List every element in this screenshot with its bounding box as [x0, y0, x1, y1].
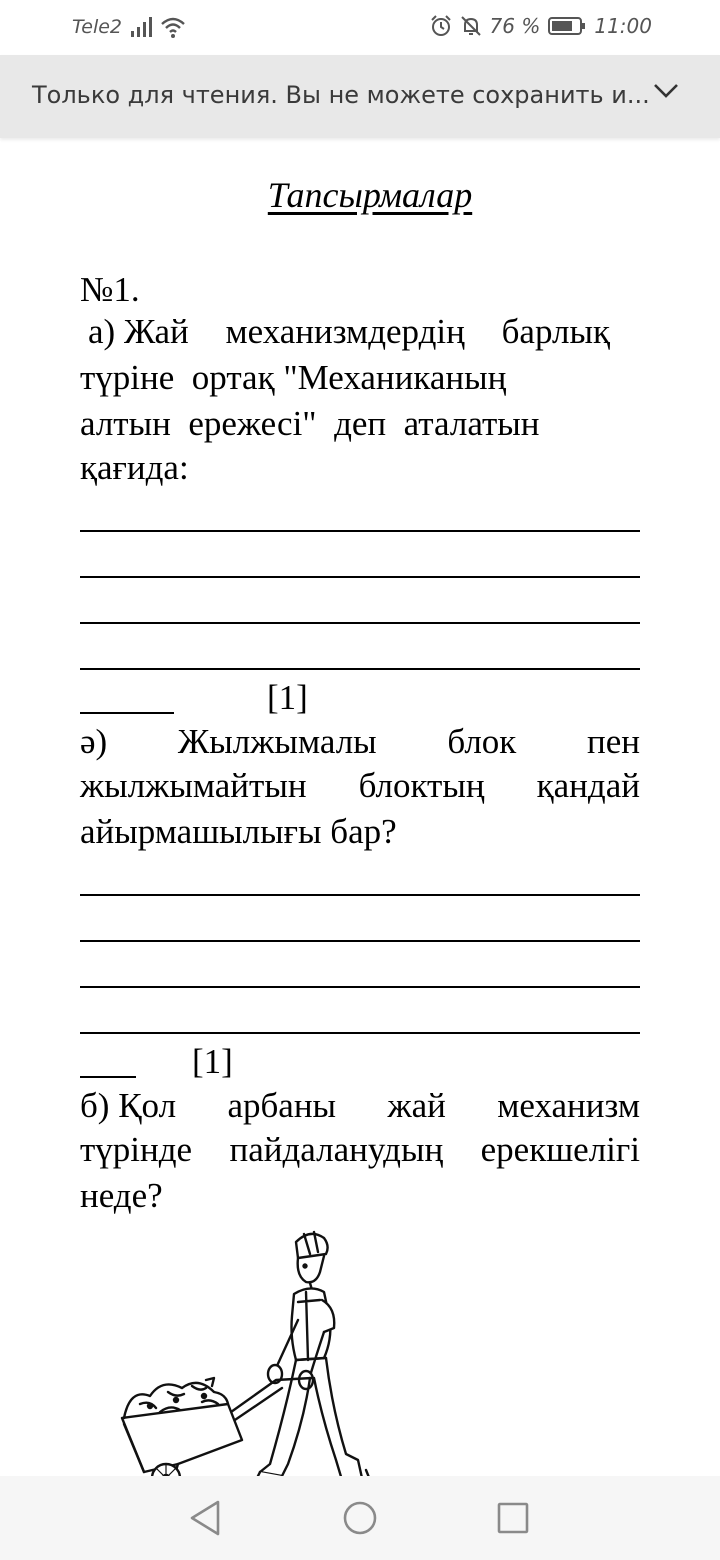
question-a-word: барлық [501, 312, 610, 351]
read-only-message: Только для чтения. Вы не можете сохранить и... [32, 81, 650, 109]
question-ae-line-1 [80, 720, 640, 764]
question-ae-line-2-words [80, 764, 640, 808]
status-bar [0, 0, 720, 55]
worker-with-wheelbarrow-illustration [110, 1228, 380, 1476]
status-right [430, 14, 652, 38]
question-b-word: түрінде [80, 1130, 193, 1169]
question-ae-word: Жылжымалы [177, 722, 377, 761]
question-a-word: а) Жай [88, 312, 189, 351]
question-b-line-2-words [80, 1128, 640, 1172]
read-only-banner[interactable] [0, 55, 720, 138]
question-b-line-1 [80, 1084, 640, 1128]
question-ae-line-2 [80, 764, 640, 808]
document-page[interactable] [0, 138, 720, 1476]
page-title: Тапсырмалар [267, 175, 473, 215]
answer-line [80, 576, 640, 578]
score-mark-ae: [1] [192, 1042, 233, 1081]
answer-line-short [80, 712, 174, 714]
score-mark-a: [1] [267, 678, 308, 717]
mute-icon [460, 15, 482, 37]
question-b-word: б) Қол [80, 1086, 177, 1125]
question-b-word: ерекшелігі [480, 1130, 640, 1169]
answer-line [80, 894, 640, 896]
question-b-word: арбаны [227, 1086, 337, 1125]
answer-line [80, 986, 640, 988]
question-a-line-1 [88, 310, 610, 354]
wifi-icon [160, 16, 186, 38]
answer-line [80, 668, 640, 670]
task-number: №1. [80, 270, 140, 309]
question-ae-word: жылжымайтын [80, 766, 307, 805]
question-ae-line-3: айырмашылығы бар? [80, 812, 397, 851]
alarm-icon [430, 15, 452, 37]
chevron-down-icon[interactable] [652, 82, 680, 100]
question-a-word: механизмдердің [225, 312, 465, 351]
question-b-word: пайдаланудың [229, 1130, 444, 1169]
question-b-word: механизм [497, 1086, 640, 1125]
answer-line-short [80, 1076, 136, 1078]
navigation-bar [0, 1476, 720, 1560]
answer-line [80, 1032, 640, 1034]
question-a-line-4: қағида: [80, 448, 189, 487]
carrier-name: Tele2 [72, 16, 123, 38]
question-ae-word: ә) [80, 722, 108, 761]
recents-icon[interactable] [496, 1498, 532, 1538]
question-ae-word: блоктың [358, 766, 485, 805]
question-b-line-3: неде? [80, 1176, 163, 1215]
clock: 11:00 [594, 14, 652, 38]
answer-line [80, 622, 640, 624]
battery-percent: 76 % [489, 14, 541, 38]
signal-icon [130, 17, 154, 37]
answer-line [80, 940, 640, 942]
question-ae-word: блок [447, 722, 517, 761]
question-b-line-1-words [80, 1084, 640, 1128]
question-a-line-2: түріне ортақ "Механиканың [80, 358, 507, 397]
question-b-line-2 [80, 1128, 640, 1172]
question-ae-line-1-words [80, 720, 640, 764]
question-b-word: жай [387, 1086, 446, 1125]
question-a-line-1-words [88, 310, 610, 354]
back-icon[interactable] [188, 1498, 224, 1538]
question-ae-word: пен [587, 722, 640, 761]
battery-icon [548, 16, 586, 36]
question-a-line-3: алтын ережесі" деп аталатын [80, 404, 540, 443]
answer-line [80, 530, 640, 532]
question-ae-word: қандай [536, 766, 640, 805]
home-icon[interactable] [342, 1498, 378, 1538]
